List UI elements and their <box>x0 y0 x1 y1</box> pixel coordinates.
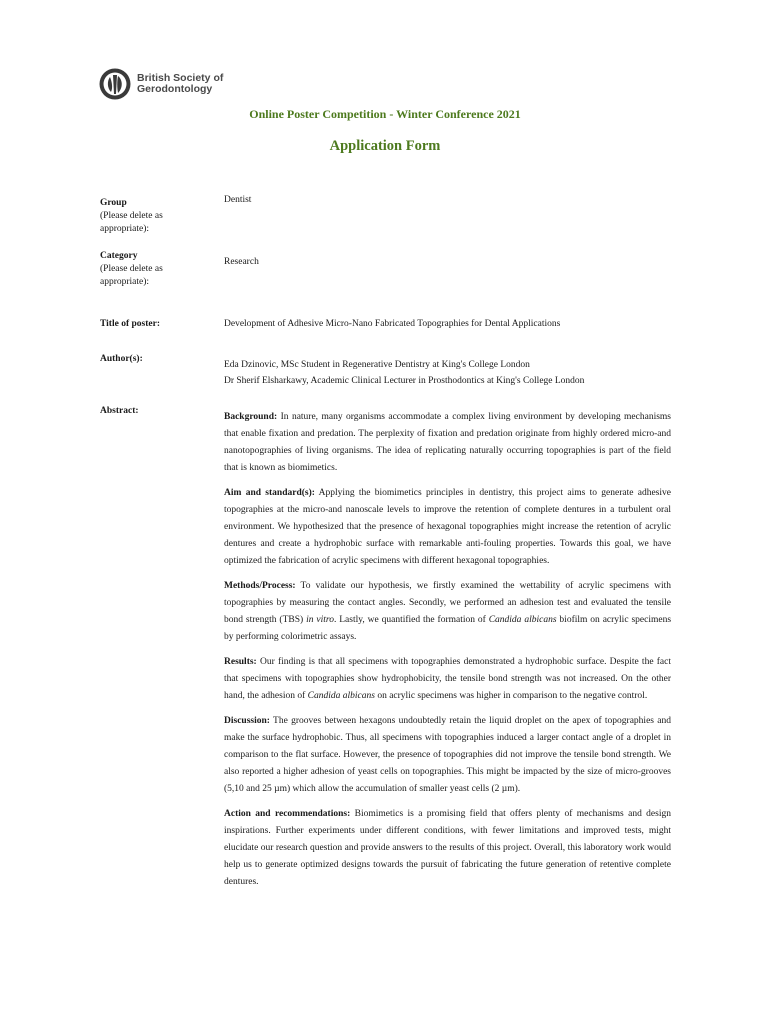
background-heading: Background: <box>224 412 278 422</box>
abstract-methods <box>224 578 671 646</box>
discussion-heading: Discussion: <box>224 716 270 726</box>
author-2: Dr Sherif Elsharkawy, Academic Clinical Lecturer in Prosthodontics at King's College London <box>224 376 585 386</box>
results-heading: Results: <box>224 657 257 667</box>
group-hint-1: (Please delete as <box>100 211 163 221</box>
action-text: Biomimetics is a promising field that offers plenty of mechanisms and design inspirations. Further experiments under different conditions, with fewer limitations and improved tests, might elucidate our research question and provide answers to the results of this project. Overall, this laboratory work would help us to generate optimized designs towards the pursuit of fabricating the future generation of retentive complete dentures. <box>224 809 671 887</box>
abstract-aim <box>224 485 671 570</box>
authors-value <box>224 357 584 389</box>
results-italic-1: Candida albicans <box>307 691 375 701</box>
group-label: Group <box>100 198 127 208</box>
aim-heading: Aim and standard(s): <box>224 488 315 498</box>
methods-heading: Methods/Process: <box>224 581 296 591</box>
abstract-discussion <box>224 713 671 798</box>
title-label: Title of poster: <box>100 319 160 329</box>
abstract-results <box>224 654 671 705</box>
conference-title: Online Poster Competition - Winter Conference 2021 <box>249 107 521 121</box>
authors-label-block <box>100 353 210 366</box>
background-text: In nature, many organisms accommodate a complex living environment by developing mechanisms that enable fixation and predation. The perplexity of fixation and predation originate from highly ordered micro-and nanotopographies of living organisms. The idea of replicating naturally occurring topographies is part of the field that is known as biomimetics. <box>224 412 671 473</box>
methods-italic-1: in vitro <box>306 615 334 625</box>
category-value: Research <box>224 257 259 267</box>
action-heading: Action and recommendations: <box>224 809 351 819</box>
group-value: Dentist <box>224 195 252 205</box>
group-hint-2: appropriate): <box>100 224 150 234</box>
methods-text-3: biofilm on acrylic specimens by performing colorimetric assays. <box>224 615 672 642</box>
methods-italic-2: Candida albicans <box>488 615 557 625</box>
author-1: Eda Dzinovic, MSc Student in Regenerative Dentistry at King's College London <box>224 360 530 370</box>
bsg-logo <box>98 67 223 101</box>
logo-line-1: British Society of <box>137 71 224 84</box>
discussion-text: The grooves between hexagons undoubtedly retain the liquid droplet on the apex of topographies and make the surface hydrophobic. Thus, all specimens with topographies induced a larger contact angle of a droplet in comparison to the flat surface. However, the presence of topographies did not improve the tensile bond strength. We also reported a higher adhesion of yeast cells on topographies. This might be impacted by the size of micro-grooves (5,10 and 25 µm) which allow the accumulation of smaller yeast cells (2 µm). <box>224 716 671 794</box>
abstract-action <box>224 806 671 891</box>
category-hint-2: appropriate): <box>100 277 150 287</box>
logo-line-2: Gerodontology <box>137 83 213 95</box>
group-label-block <box>100 197 210 236</box>
title-label-block <box>100 318 210 331</box>
form-title: Application Form <box>329 138 441 154</box>
methods-text-2: . Lastly, we quantified the formation of <box>333 615 489 625</box>
aim-text: Applying the biomimetics principles in dentistry, this project aims to generate adhesive topographies at the micro-and nanoscale levels to improve the retention of complete dentures in a turbulent oral environment. We hypothesized that the presence of hexagonal topographies might increase the retention of acrylic dentures and create a hydrophobic surface with remarkable anti-fouling properties. Towards this goal, we have optimized the fabrication of acrylic specimens with different hexagonal topographies. <box>224 488 671 566</box>
category-label-block <box>100 250 210 289</box>
logo-text <box>137 73 223 96</box>
abstract-label-block <box>100 405 210 418</box>
category-hint-1: (Please delete as <box>100 264 163 274</box>
methods-text-1: To validate our hypothesis, we firstly examined the wettability of acrylic specimens with topographies by measuring the contact angles. Secondly, we performed an adhesion test and evaluated the tensile bond strength (TBS) <box>224 581 671 625</box>
title-value: Development of Adhesive Micro-Nano Fabricated Topographies for Dental Applications <box>224 319 561 329</box>
authors-label: Author(s): <box>100 354 143 364</box>
bsg-logo-icon <box>98 67 132 101</box>
results-text-2: on acrylic specimens was higher in comparison to the negative control. <box>374 691 648 701</box>
abstract-body <box>224 409 671 899</box>
category-label: Category <box>100 251 138 261</box>
abstract-background <box>224 409 671 477</box>
results-text-1: Our finding is that all specimens with topographies demonstrated a hydrophobic surface. Despite the fact that specimens with topographies show hydrophobicity, the tensile bond strength was not increased. On the other hand, the adhesion of <box>224 657 671 701</box>
abstract-label: Abstract: <box>100 406 139 416</box>
